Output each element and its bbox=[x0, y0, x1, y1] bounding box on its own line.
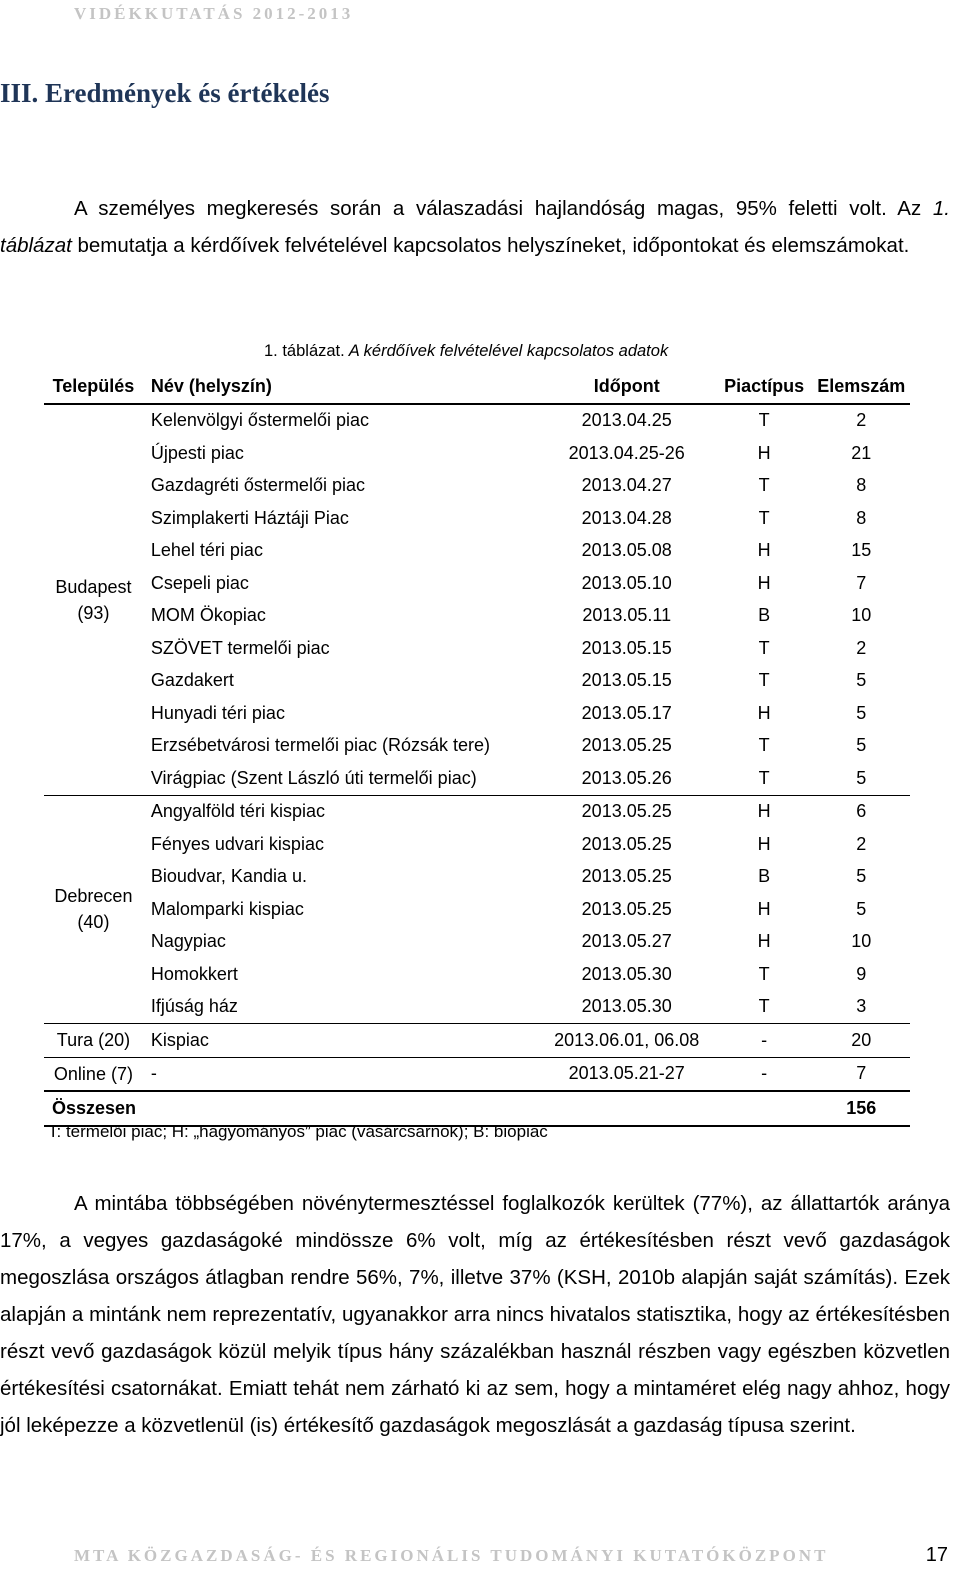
market-type: B bbox=[758, 866, 771, 887]
market-date: 2013.05.15 bbox=[581, 670, 672, 691]
market-count: 10 bbox=[851, 605, 872, 626]
market-name: Bioudvar, Kandia u. bbox=[150, 866, 307, 887]
market-date: 2013.05.25 bbox=[581, 735, 672, 756]
market-date: 2013.05.27 bbox=[581, 931, 672, 952]
market-type: - bbox=[716, 1024, 813, 1058]
city-name: Tura (20) bbox=[56, 1030, 131, 1051]
market-count: 2 bbox=[856, 637, 867, 658]
data-table bbox=[44, 370, 910, 1127]
section-title: III. Eredmények és értékelés bbox=[0, 78, 330, 108]
market-type: H bbox=[757, 931, 771, 952]
market-type: H bbox=[757, 702, 771, 723]
market-count: 21 bbox=[851, 442, 872, 463]
table-row bbox=[44, 437, 910, 470]
market-name: Csepeli piac bbox=[150, 572, 249, 593]
table-row bbox=[44, 632, 910, 665]
table-row bbox=[44, 795, 910, 828]
market-name: Ifjúság ház bbox=[150, 996, 238, 1017]
market-name: Erzsébetvárosi termelői piac (Rózsák tere) bbox=[150, 735, 490, 756]
intro-text-start: A személyes megkeresés során a válaszadási hajlandóság magas, 95% feletti volt. Az bbox=[74, 197, 933, 220]
intro-text-end: bemutatja a kérdőívek felvételével kapcsolatos helyszíneket, időpontokat és elemszámokat. bbox=[71, 234, 910, 257]
market-date: 2013.05.11 bbox=[582, 605, 672, 626]
city-cell bbox=[44, 404, 143, 796]
city-name: Debrecen bbox=[54, 886, 133, 907]
market-count: 5 bbox=[856, 702, 867, 723]
market-name: Malomparki kispiac bbox=[150, 898, 304, 919]
table-row bbox=[44, 404, 910, 438]
market-count: 3 bbox=[856, 996, 867, 1017]
market-count: 15 bbox=[851, 540, 872, 561]
table-caption-number: 1. táblázat. bbox=[264, 342, 345, 360]
city-count: (93) bbox=[77, 602, 110, 623]
market-date: 2013.04.25 bbox=[581, 410, 672, 431]
table-row bbox=[44, 861, 910, 894]
table-row bbox=[44, 697, 910, 730]
market-type: T bbox=[758, 963, 770, 984]
market-date: 2013.05.25 bbox=[581, 898, 672, 919]
table-caption-text: A kérdőívek felvételével kapcsolatos adatok bbox=[344, 342, 669, 360]
city-cell bbox=[44, 1024, 143, 1058]
market-name: SZÖVET termelői piac bbox=[150, 637, 330, 658]
market-date: 2013.06.01, 06.08 bbox=[538, 1024, 716, 1058]
market-name: Lehel téri piac bbox=[150, 540, 263, 561]
market-count: 20 bbox=[813, 1024, 910, 1058]
market-date: 2013.05.25 bbox=[581, 833, 672, 854]
market-type: T bbox=[758, 410, 770, 431]
market-name: Kelenvölgyi őstermelői piac bbox=[150, 410, 369, 431]
market-type: T bbox=[758, 507, 770, 528]
market-name: Homokkert bbox=[150, 963, 238, 984]
market-name: Kispiac bbox=[143, 1024, 538, 1058]
table-row bbox=[44, 958, 910, 991]
table-row bbox=[44, 893, 910, 926]
market-count: 7 bbox=[813, 1057, 910, 1091]
table-row bbox=[44, 600, 910, 633]
market-name: Virágpiac (Szent László úti termelői piac) bbox=[150, 767, 477, 788]
market-type: T bbox=[758, 670, 770, 691]
body-paragraph bbox=[0, 1185, 950, 1444]
table-row bbox=[44, 665, 910, 698]
body-paragraph-text: A mintába többségében növénytermesztéssel foglalkozók kerültek (77%), az állattartók aránya 17%, a vegyes gazdaságoké mindössze 6% volt, míg az értékesítésben részt vevő gazdaságok megoszlása országos átlagban rendre 56%, 7%, illetve 37% (KSH, 2010b alapján saját számítás). Ezek alapján a mintánk nem reprezentatív, ugyanakkor arra nincs hivatalos statisztika, hogy az értékesítésben részt vevő gazdaságok közül melyik típus hány százalékban használ részben vagy egészben közvetlen értékesítési csatornákat. Emiatt tehát nem zárható ki az sem, hogy a mintaméret elég nagy ahhoz, hogy jól leképezze a közvetlenül (is) értékesítő gazdaságok megoszlását a gazdaság típusa szerint. bbox=[0, 1192, 950, 1437]
table-reference: 1. táblázat bbox=[0, 197, 950, 257]
market-count: 8 bbox=[856, 475, 867, 496]
market-count: 10 bbox=[851, 931, 872, 952]
table-row bbox=[44, 1057, 910, 1091]
city-name: Budapest bbox=[55, 576, 132, 597]
table-row bbox=[44, 828, 910, 861]
market-name: Újpesti piac bbox=[150, 442, 244, 463]
market-date: 2013.04.27 bbox=[581, 475, 672, 496]
market-count: 7 bbox=[856, 572, 867, 593]
market-name: MOM Ökopiac bbox=[150, 605, 266, 626]
market-type: T bbox=[758, 996, 770, 1017]
market-type: H bbox=[757, 540, 771, 561]
market-type: H bbox=[716, 795, 813, 828]
market-type: H bbox=[757, 833, 771, 854]
header-name: Név (helyszín) bbox=[143, 370, 538, 404]
header-city: Település bbox=[44, 370, 143, 404]
market-count: 2 bbox=[856, 833, 867, 854]
market-date: 2013.05.08 bbox=[581, 540, 672, 561]
total-label: Összesen bbox=[44, 1091, 813, 1126]
market-count: 2 bbox=[856, 410, 867, 431]
market-type: T bbox=[758, 475, 770, 496]
table-row bbox=[44, 730, 910, 763]
market-date: 2013.05.30 bbox=[581, 963, 672, 984]
city-name: Online (7) bbox=[53, 1063, 133, 1084]
table-body bbox=[44, 404, 910, 1092]
market-count: 5 bbox=[856, 866, 867, 887]
table-row bbox=[44, 470, 910, 503]
table-legend: T: termelői piac; H: „hagyományos” piac (vásárcsarnok); B: biopiac bbox=[48, 1122, 548, 1141]
market-date: 2013.04.25-26 bbox=[568, 442, 685, 463]
market-name: - bbox=[143, 1057, 538, 1091]
market-name: Gazdagréti őstermelői piac bbox=[150, 475, 365, 496]
table-row bbox=[44, 567, 910, 600]
table-row bbox=[44, 502, 910, 535]
city-count: (40) bbox=[77, 912, 110, 933]
page-number: 17 bbox=[925, 1544, 948, 1566]
market-name: Gazdakert bbox=[150, 670, 234, 691]
market-type: H bbox=[757, 442, 771, 463]
table-row bbox=[44, 991, 910, 1024]
market-date: 2013.05.30 bbox=[581, 996, 672, 1017]
market-name: Angyalföld téri kispiac bbox=[143, 795, 538, 828]
city-cell bbox=[44, 1057, 143, 1091]
table-row bbox=[44, 762, 910, 795]
market-date: 2013.05.26 bbox=[581, 767, 672, 788]
market-name: Nagypiac bbox=[150, 931, 226, 952]
table-header-row bbox=[44, 370, 910, 404]
total-row bbox=[44, 1091, 910, 1126]
market-count: 5 bbox=[856, 670, 867, 691]
table-row bbox=[44, 926, 910, 959]
market-date: 2013.05.25 bbox=[538, 795, 716, 828]
intro-paragraph bbox=[0, 190, 950, 264]
market-date: 2013.04.28 bbox=[581, 507, 672, 528]
market-count: 5 bbox=[856, 735, 867, 756]
market-date: 2013.05.25 bbox=[581, 866, 672, 887]
header-type: Piactípus bbox=[716, 370, 813, 404]
market-count: 5 bbox=[856, 898, 867, 919]
market-type: T bbox=[758, 735, 770, 756]
header-count: Elemszám bbox=[813, 370, 910, 404]
market-date: 2013.05.15 bbox=[581, 637, 672, 658]
table-row bbox=[44, 1024, 910, 1058]
market-type: - bbox=[716, 1057, 813, 1091]
total-count: 156 bbox=[813, 1091, 910, 1126]
header-date: Időpont bbox=[538, 370, 716, 404]
market-count: 6 bbox=[813, 795, 910, 828]
market-count: 9 bbox=[856, 963, 867, 984]
market-date: 2013.05.10 bbox=[581, 572, 672, 593]
footer-institution: MTA KÖZGAZDASÁG- ÉS REGIONÁLIS TUDOMÁNYI KUTATÓKÖZPONT bbox=[74, 1546, 829, 1565]
market-date: 2013.05.17 bbox=[581, 702, 672, 723]
table-caption bbox=[264, 342, 668, 361]
market-name: Szimplakerti Háztáji Piac bbox=[150, 507, 349, 528]
market-type: H bbox=[757, 572, 771, 593]
market-type: B bbox=[758, 605, 771, 626]
market-type: H bbox=[757, 898, 771, 919]
market-count: 5 bbox=[856, 767, 867, 788]
table-row bbox=[44, 535, 910, 568]
market-name: Fényes udvari kispiac bbox=[150, 833, 324, 854]
market-date: 2013.05.21-27 bbox=[538, 1057, 716, 1091]
city-cell bbox=[44, 795, 143, 1024]
market-name: Hunyadi téri piac bbox=[150, 702, 285, 723]
market-type: T bbox=[758, 767, 770, 788]
market-type: T bbox=[758, 637, 770, 658]
market-count: 8 bbox=[856, 507, 867, 528]
running-header: VIDÉKKUTATÁS 2012-2013 bbox=[74, 4, 354, 23]
